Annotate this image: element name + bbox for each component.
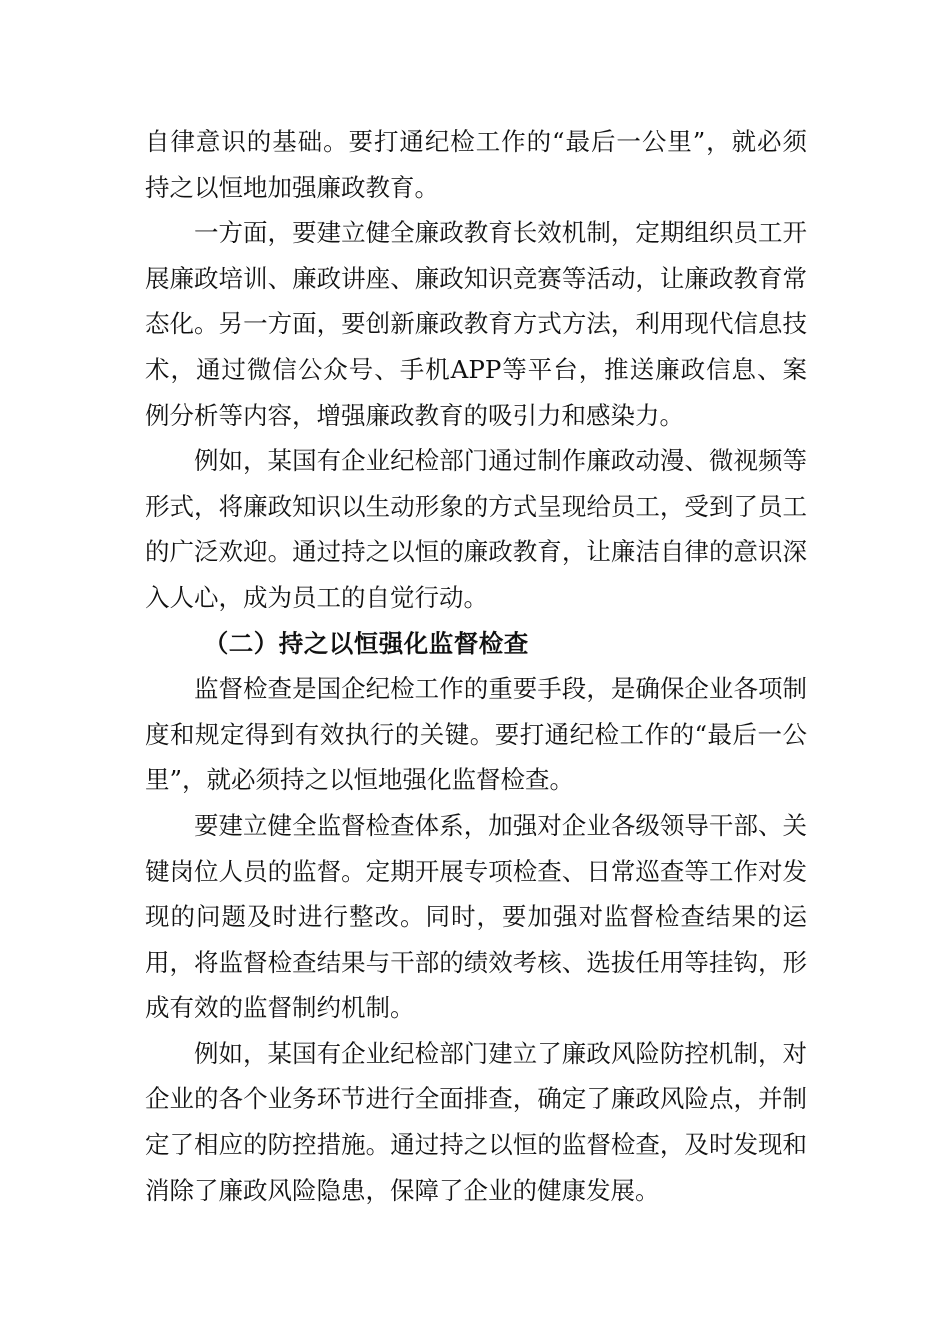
document-body — [145, 119, 807, 1213]
paragraph-education-mechanism: 一方面，要建立健全廉政教育长效机制，定期组织员工开展廉政培训、廉政讲座、廉政知识竞赛等活动，让廉政教育常态化。另一方面，要创新廉政教育方式方法，利用现代信息技术，通过微信公众号、手机APP等平台，推送廉政信息、案例分析等内容，增强廉政教育的吸引力和感染力。 — [145, 218, 807, 430]
section-heading: （二）持之以恒强化监督检查 — [203, 628, 529, 658]
paragraph-supervision-intro: 监督检查是国企纪检工作的重要手段，是确保企业各项制度和规定得到有效执行的关键。要打通纪检工作的“最后一公里”，就必须持之以恒地强化监督检查。 — [145, 674, 807, 795]
paragraph-supervision-example: 例如，某国有企业纪检部门建立了廉政风险防控机制，对企业的各个业务环节进行全面排查，确定了廉政风险点，并制定了相应的防控措施。通过持之以恒的监督检查，及时发现和消除了廉政风险隐患，保障了企业的健康发展。 — [145, 1038, 807, 1205]
paragraph-supervision-system: 要建立健全监督检查体系，加强对企业各级领导干部、关键岗位人员的监督。定期开展专项检查、日常巡查等工作对发现的问题及时进行整改。同时，要加强对监督检查结果的运用，将监督检查结果与干部的绩效考核、选拔任用等挂钩，形成有效的监督制约机制。 — [145, 810, 807, 1023]
paragraph-education-example: 例如，某国有企业纪检部门通过制作廉政动漫、微视频等形式，将廉政知识以生动形象的方式呈现给员工，受到了员工的广泛欢迎。通过持之以恒的廉政教育，让廉洁自律的意识深入人心，成为员工的自觉行动。 — [145, 446, 807, 612]
paragraph-continuation: 自律意识的基础。要打通纪检工作的“最后一公里”，就必须持之以恒地加强廉政教育。 — [145, 127, 807, 202]
